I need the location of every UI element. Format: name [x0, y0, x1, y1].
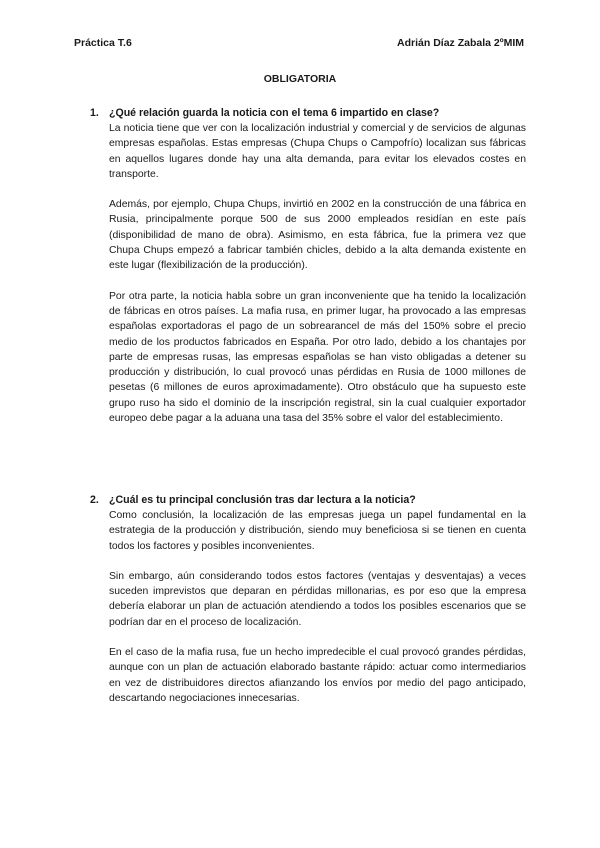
answer-paragraph: Además, por ejemplo, Chupa Chups, invirtió en 2002 en la construcción de una fábrica en Rusia, principalmente porque 500 de sus 2000 empleados residían en este país (disponibilidad de mano de obra). Asimismo, en esta fábrica, fue la primera vez que Chupa Chups empezó a fabricar también chicles, debido a la alta demanda existente en este lugar (flexibilización de la producción).	[109, 199, 526, 272]
question-section-2	[90, 493, 526, 721]
header-author: Adrián Díaz Zabala 2ºMIM	[397, 37, 524, 49]
question-heading	[90, 493, 526, 508]
document-title: OBLIGATORIA	[263, 73, 337, 85]
question-text: ¿Qué relación guarda la noticia con el tema 6 impartido en clase?	[109, 107, 440, 119]
header-subject: Práctica T.6	[74, 37, 132, 49]
question-section-1	[90, 106, 526, 441]
answer-paragraph: La noticia tiene que ver con la localización industrial y comercial y de servicios de algunas empresas españolas. Estas empresas (Chupa Chups o Campofrío) localizan sus fábricas en aquellos lugares donde hay una alta demanda, para evitar los elevados costes en transporte.	[109, 123, 526, 180]
question-heading	[90, 106, 526, 121]
answer-paragraph: Sin embargo, aún considerando todos estos factores (ventajas y desventajas) a veces suceden imprevistos que deparan en pérdidas millonarias, es por eso que la empresa debería elaborar un plan de actuación atendiendo a todos los posibles escenarios que se podrían dar en el proceso de localización.	[109, 570, 526, 628]
question-number: 1.	[90, 107, 99, 119]
answer-paragraph: En el caso de la mafia rusa, fue un hecho impredecible el cual provocó grandes pérdidas, aunque con un plan de actuación elaborado bastante rápido: actuar como intermediarios en vez de distribuidores directos afianzando los envíos por medio del pago anticipado, descartando negociaciones innecesarias.	[109, 647, 526, 704]
answer-paragraph: Por otra parte, la noticia habla sobre un gran inconveniente que ha tenido la localización de fábricas en otros países. La mafia rusa, en primer lugar, ha provocado a las empresas españolas exportadoras el pago de un sobrearancel de más del 150% sobre el precio medio de los productos fabricados en España. Por otro lado, debido a los chantajes por parte de empresas rusas, las empresas españolas se han visto obligadas a detener su producción y distribución, lo cual provocó unas pérdidas en Rusia de 1000 millones de pesetas (6 millones de euros aproximadamente). Otro obstáculo que ha supuesto este grupo ruso ha sido el dominio de la inscripción registral, sin la cual cualquier exportador europeo debe pagar a la aduana una tasa del 35% sobre el valor del establecimiento.	[109, 290, 526, 425]
answer-paragraph: Como conclusión, la localización de las empresas juega un papel fundamental en la estrategia de la producción y distribución, siendo muy beneficiosa si se tienen en cuenta todos los factores y posibles inconvenientes.	[109, 510, 526, 552]
question-text: ¿Cuál es tu principal conclusión tras dar lectura a la noticia?	[109, 494, 416, 506]
question-number: 2.	[90, 494, 99, 506]
